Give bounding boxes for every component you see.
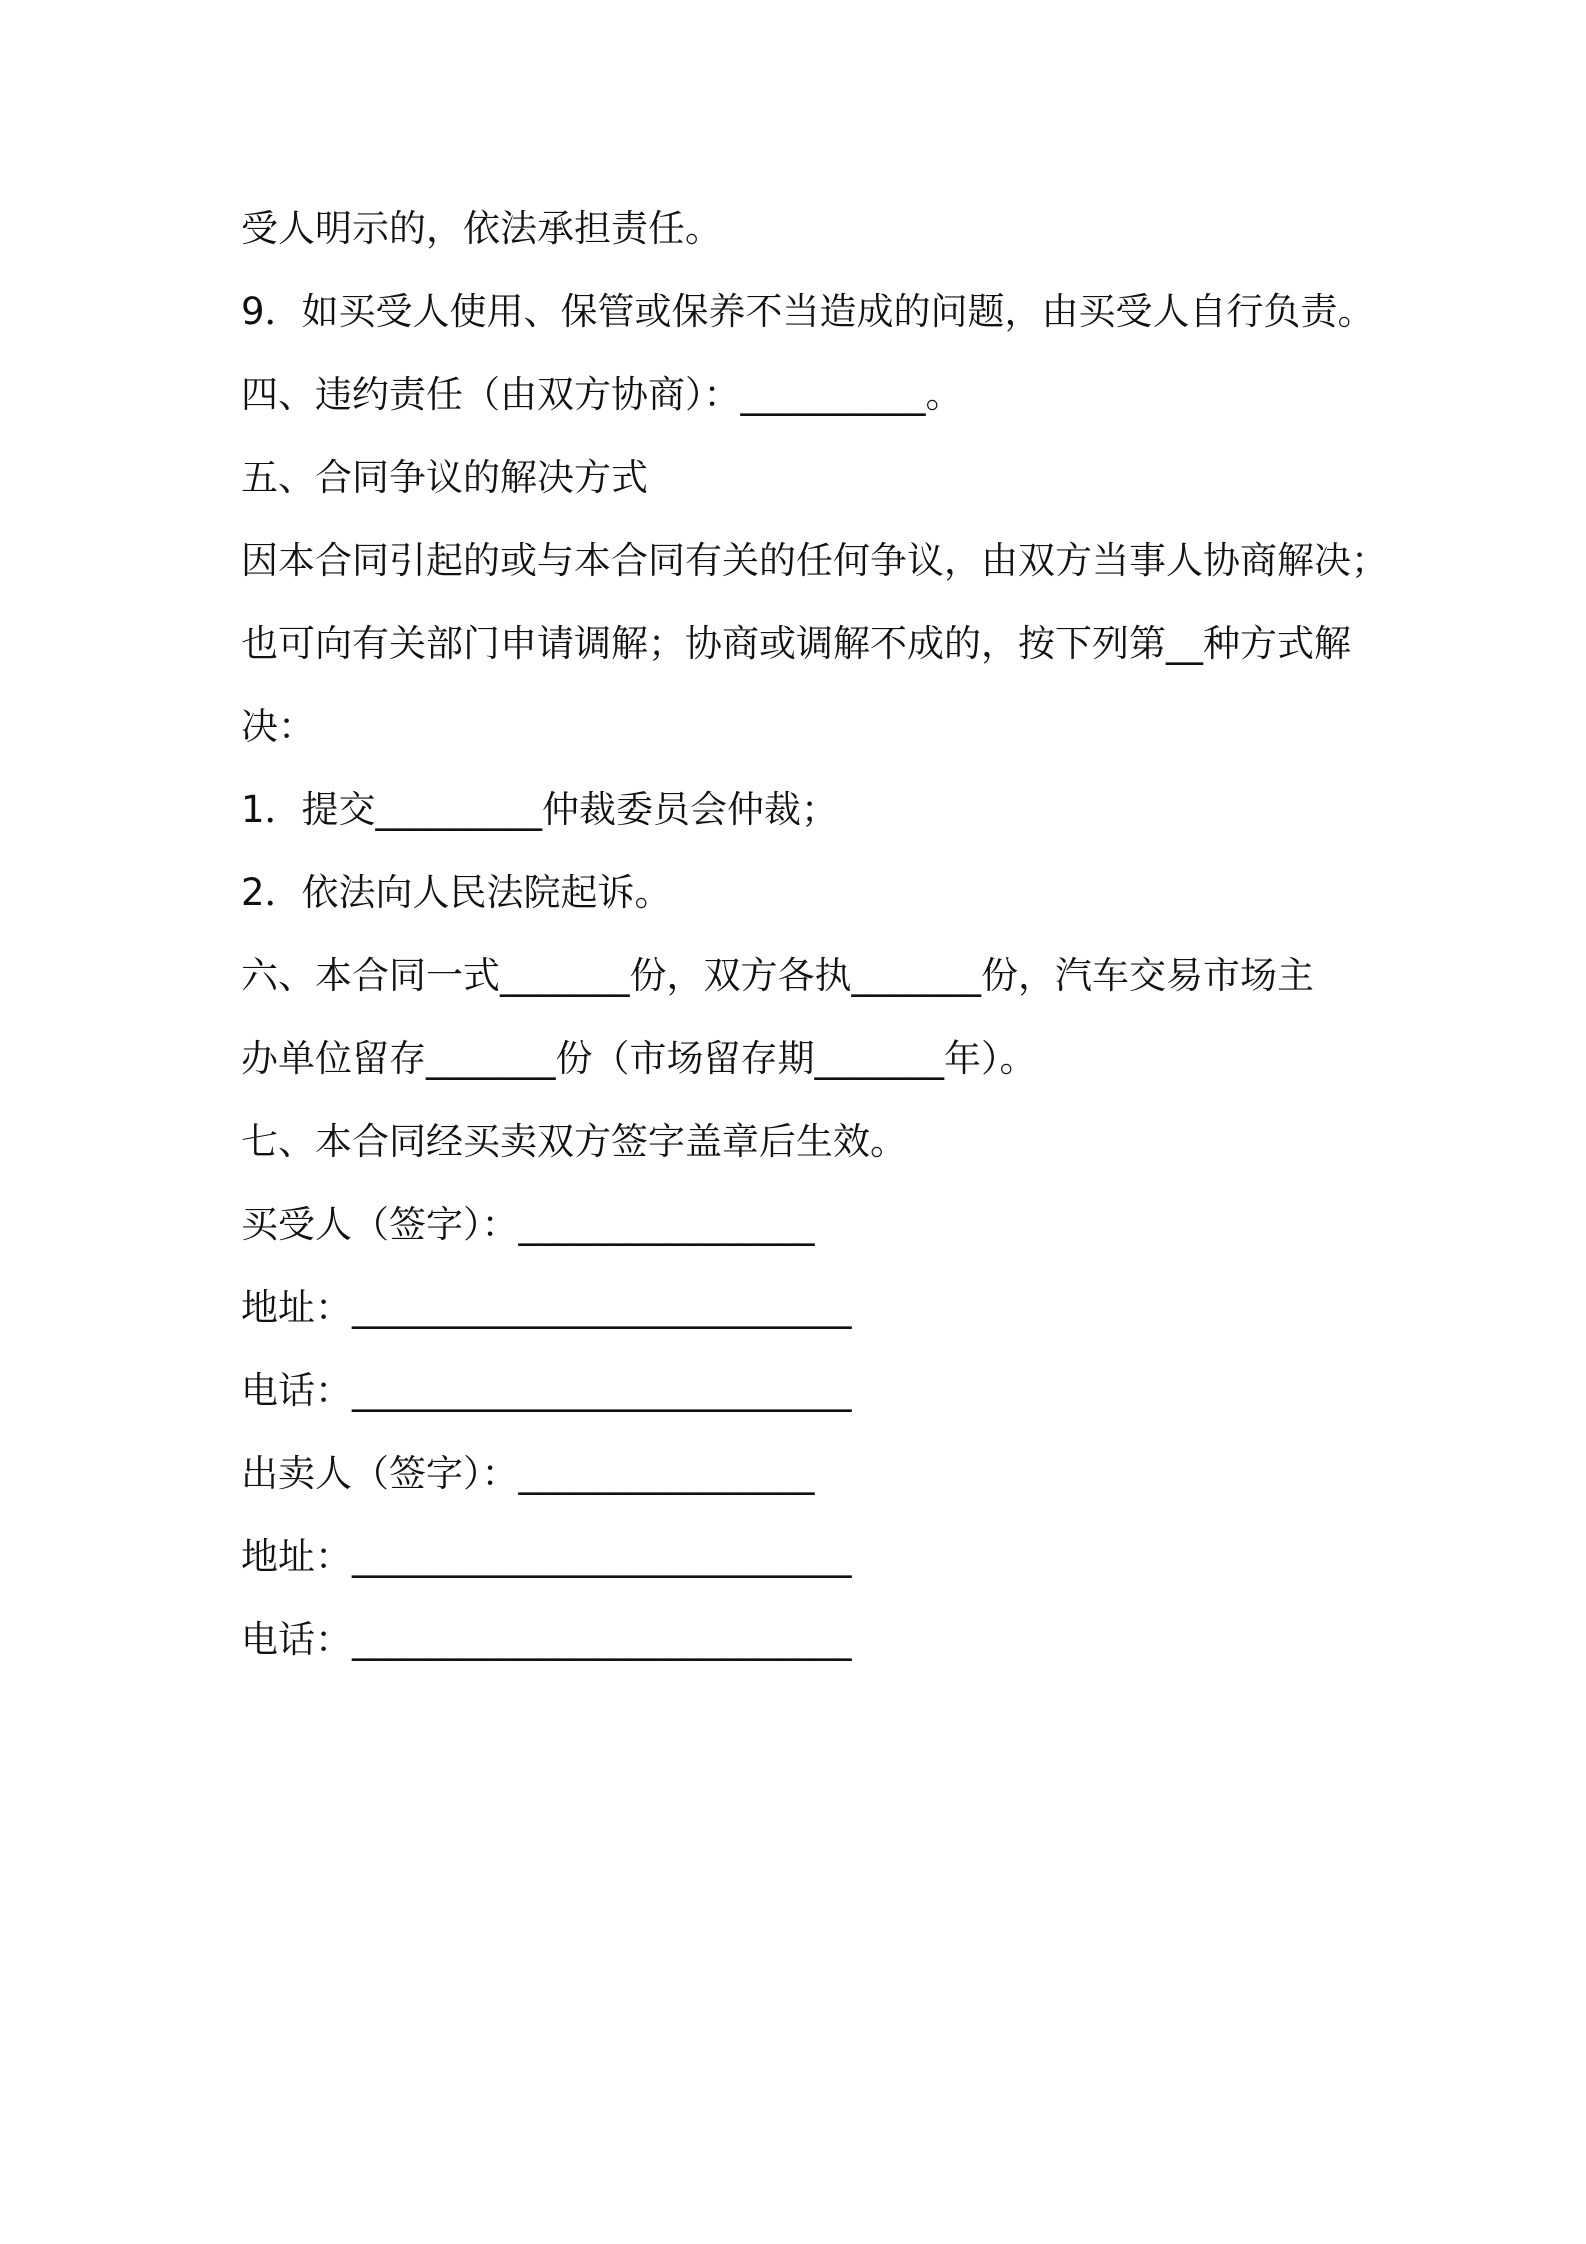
text-line-dispute-1: 因本合同引起的或与本合同有关的任何争议，由双方当事人协商解决； [241,539,1388,582]
text-line-clause-9: 9．如买受人使用、保管或保养不当造成的问题，由买受人自行负责。 [241,290,1375,333]
text-line-buyer-liability: 受人明示的，依法承担责任。 [241,207,722,250]
section-heading-dispute-resolution: 五、合同争议的解决方式 [241,456,648,499]
text-line-copies-2: 办单位留存_______份（市场留存期_______年）。 [241,1037,1037,1080]
text-line-court-option: 2．依法向人民法院起诉。 [241,871,672,914]
signature-line-buyer: 买受人（签字）：________________ [241,1203,815,1246]
signature-line-seller: 出卖人（签字）：________________ [241,1452,815,1495]
text-line-dispute-3: 决： [241,705,315,748]
phone-line-buyer: 电话：___________________________ [241,1369,852,1412]
section-heading-effective: 七、本合同经买卖双方签字盖章后生效。 [241,1120,907,1163]
text-line-dispute-2: 也可向有关部门申请调解；协商或调解不成的，按下列第__种方式解 [241,622,1351,665]
phone-line-seller: 电话：___________________________ [241,1618,852,1661]
section-heading-breach-liability: 四、违约责任（由双方协商）：__________。 [241,373,963,416]
text-line-arbitration-option: 1．提交_________仲裁委员会仲裁； [241,788,839,831]
address-line-buyer: 地址：___________________________ [241,1286,852,1329]
address-line-seller: 地址：___________________________ [241,1535,852,1578]
section-heading-copies: 六、本合同一式_______份，双方各执_______份，汽车交易市场主 [241,954,1314,997]
